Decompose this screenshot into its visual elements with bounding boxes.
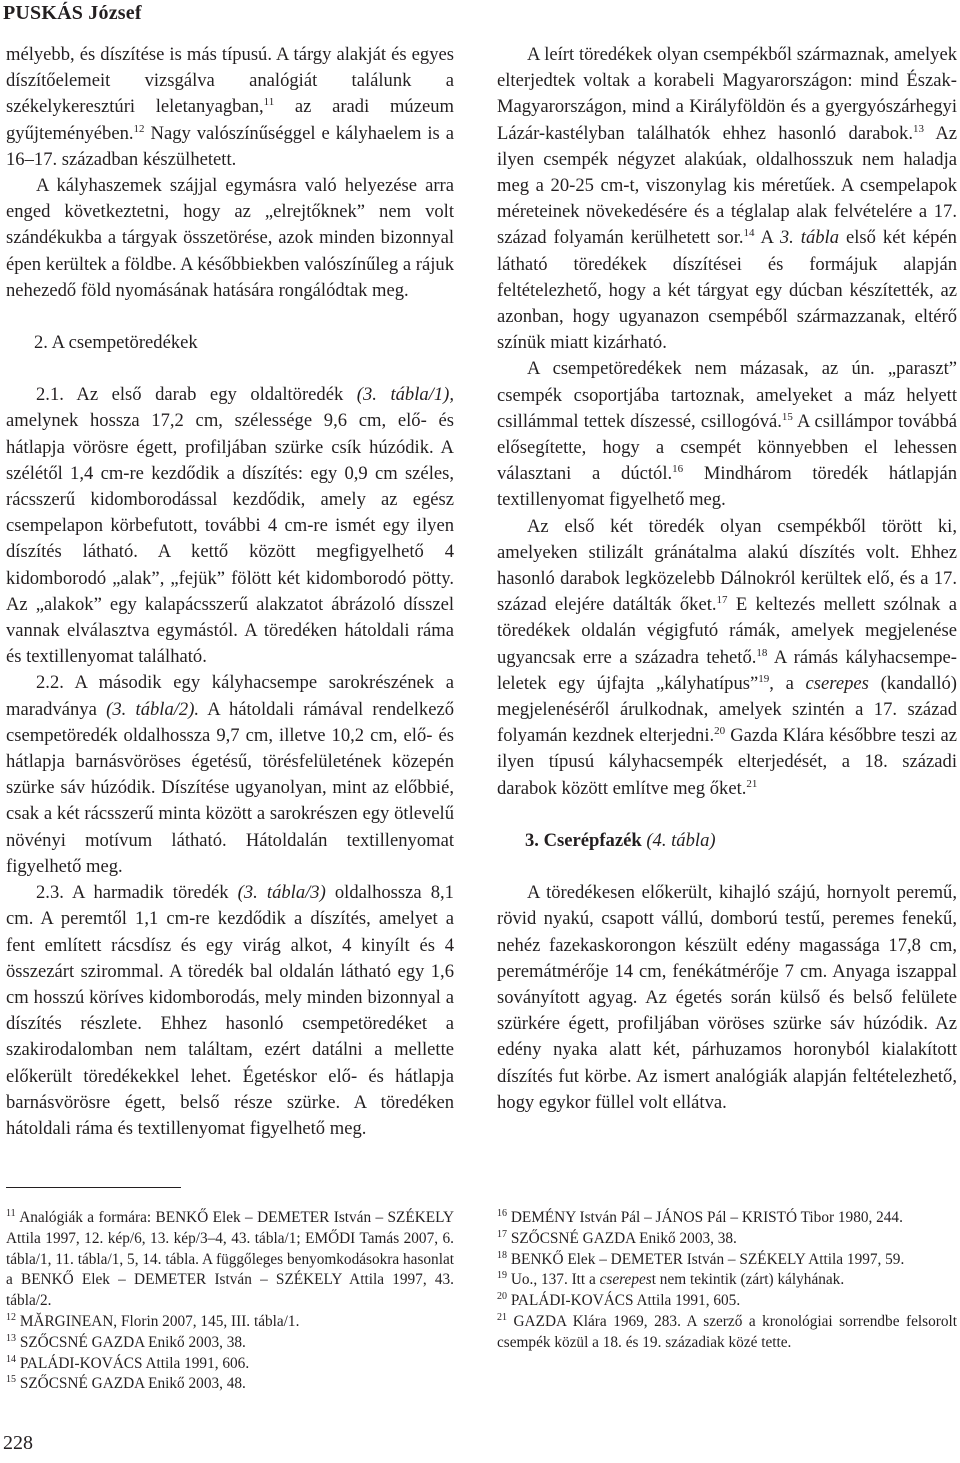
footnote: $^{11}$ Analógiák a formára: BENKŐ Elek – DEMETER István – SZÉKELY Attila 1997, 12. kép/6, 13. kép/3–4, 43. tábla/1; EMŐDI Tamás 2007, 6. tábla/1, 11. tábla/1, 5, 14. tábla. A függőleges benyomkodásokra hasonlat a BENKŐ Elek – DEMETER István – SZÉKELY Attila 1997, 43. tábla/2. [6, 1207, 454, 1310]
paragraph: A kályhaszemek szájjal egymásra való helyezése arra enged következtetni, hogy az „elrejtőknek” nem volt szándékukba a tárgyak összetörése, azok minden bizonnyal épen kerültek a földbe. A későbbiekben valószínűleg a rájuk nehezedő föld nyomásának hatására rongálódtak meg. [6, 175, 454, 301]
footnote: $^{21}$ GAZDA Klára 1969, 283. A szerző a kronológiai sorrendbe felsorolt csempék közül a 18. és 19. századiak közé tette. [497, 1311, 957, 1351]
right-column [497, 42, 957, 1116]
footnotes-right [497, 1208, 957, 1354]
author-name: PUSKÁS József [3, 2, 142, 24]
paragraph: A leírt töredékek olyan csempékből származnak, amelyek elterjedtek voltak a korabeli Magyarországon: mind Észak-Magyarországon, mind a Királyföldön és a gyergyószárhegyi Lázár-kastélyban találhatók ehhez hasonló darabok.$^{13}$ Az ilyen csempék négyzet alakúak, oldalhosszuk nem haladja meg a 20-25 cm-t, viszonylag kis méretűek. A csempelapok méreteinek növekedésére és a téglalap alak felvételére a 17. század folyamán kerülhetett sor.$^{14}$ A 3. tábla első két képén látható töredékek díszítései és formájuk alapján feltételezhető, hogy a két tárgyat egy dúcban készítették, az azonban, hogy ugyanazon csempéből származzanak, eltérő színük miatt kizárható. [497, 44, 957, 354]
paragraph: A töredékesen előkerült, kihajló szájú, hornyolt peremű, rövid nyakú, csapott vállú, domború testű, peremes fenekű, nehéz fazekaskorongon készült edény magassága 17,8 cm, peremátmérője 14 cm, fenékátmérője 7 cm. Anyaga iszappal soványított agyag. Az égetés során külső és belső felülete szürkére égett, profiljában vöröses szürke sáv húzódik. Az edény nyaka alatt két, párhuzamos horonyból kialakított díszítés fut körbe. Az ismert analógiák alapján feltételezhető, hogy egykor füllel volt ellátva. [497, 882, 957, 1113]
footnote: $^{17}$ SZŐCSNÉ GAZDA Enikő 2003, 38. [497, 1228, 737, 1247]
paragraph: 2.2. A második egy kályhacsempe sarokrészének a maradványa (3. tábla/2). A hátoldali rámával rendelkező csempetöredék oldalhossza 9,7 cm, illetve 10,2 cm, elő- és hátlapja barnásvöröses égetésű, törésfelületének közepén szürke sáv húzódik. Díszítése ugyanolyan, mint az előbbié, csak a két rácsszerű minta között a sarokrészen egy ötlevelű növényi motívum látható. Hátoldalán textillenyomat figyelhető meg. [6, 672, 454, 877]
paragraph: 2.1. Az első darab egy oldaltöredék (3. tábla/1), amelynek hossza 17,2 cm, szélessége 9,6 cm, elő- és hátlapja vörösre égett, profiljában szürke csík húzódik. A szélétől 1,4 cm-re kezdődik a díszítés: egy 0,9 cm széles, rácsszerű kidomborodással kezdődik, amely az egész csempelapon körbefutott, további 4 cm-re ismét egy ilyen díszítés látható. A kettő között megfigyelhető 4 kidomborodó „alak”, „fejük” fölött két kidomborodó pötty. Az „alakok” egy kalapácsszerű alakzatot ábrázoló dísszel vannak elválasztva egymástól. A töredéken hátoldali ráma és textillenyomat található. [6, 384, 454, 668]
footnote: $^{15}$ SZŐCSNÉ GAZDA Enikő 2003, 48. [6, 1374, 246, 1393]
footnote: $^{20}$ PALÁDI-KOVÁCS Attila 1991, 605. [497, 1291, 741, 1310]
paragraph: Az első két töredék olyan csempékből törött ki, amelyeken stilizált gránátalma alakú díszítés volt. Ehhez hasonló darabok legközelebb Dálnokról kerültek elő, és a 17. század elejére datálták őket.$^{17}$ E keltezés mellett szólnak a töredékek oldalán végigfutó rámák, amelyek megjelenése ugyancsak erre a századra tehető.$^{18}$ A rámás kályhacsempe-leletek egy újfajta „kályhatípus”$^{19}$, a cserepes (kandalló) megjelenéséről árulkodnak, amelyek szintén a 17. század folyamán kezdnek elterjedni.$^{20}$ Gazda Klára későbbre teszi az ilyen típusú kályhacsempék elterjedését, a 18. századi darabok között említve meg őket.$^{21}$ [497, 515, 957, 799]
footnote: $^{14}$ PALÁDI-KOVÁCS Attila 1991, 606. [6, 1353, 250, 1372]
paragraph: mélyebb, és díszítése is más típusú. A tárgy alakját és egyes díszítőelemeit vizsgálva analógiát találunk a székelykeresztúri leletanyagban,$^{11}$ az aradi múzeum gyűjteményében.$^{12}$ Nagy valószínűséggel e kályhaelem is a 16–17. században készülhetett. [6, 44, 454, 170]
section-heading: 3. Cserépfazék (4. tábla) [525, 829, 716, 851]
footnote: $^{19}$ Uo., 137. Itt a cserepest nem tekintik (zárt) kályhának. [497, 1270, 845, 1289]
section-heading: 2. A csempetöredékek [34, 332, 198, 354]
running-head [3, 2, 142, 25]
page-number: 228 [3, 1432, 33, 1454]
footnote: $^{18}$ BENKŐ Elek – DEMETER István – SZÉKELY Attila 1997, 59. [497, 1249, 905, 1268]
footnote: $^{12}$ MĂRGINEAN, Florin 2007, 145, III. tábla/1. [6, 1311, 300, 1330]
footnote: $^{13}$ SZŐCSNÉ GAZDA Enikő 2003, 38. [6, 1332, 246, 1351]
paragraph: A csempetöredékek nem mázasak, az ún. „paraszt” csempék csoportjába tartoznak, amelyeket a máz helyett csillámmal tettek díszessé, csillogóvá.$^{15}$ A csillámpor továbbá elősegítette, hogy a csempét könnyebben el lehessen választani a dúctól.$^{16}$ Mindhárom töredék hátlapján textillenyomat figyelhető meg. [497, 358, 958, 511]
paragraph: 2.3. A harmadik töredék (3. tábla/3) oldalhossza 8,1 cm. A peremtől 1,1 cm-re kezdődik a díszítés, amelyet a fent említett rácsdísz és egy virág alkot, 4 kinyílt és 4 összezárt szirommal. A töredék bal oldalán látható egy 1,6 cm hosszú köríves kidomborodás, mely minden bizonnyal a díszítés részlete. Ehhez hasonló csempetöredéket a szakirodalomban nem találtam, ezért datálni a mellette előkerült töredékekkel lehet. Égetéskor elő- és hátlapja barnásvörösre égett, belső része szürke. A töredéken hátoldali ráma és textillenyomat figyelhető meg. [6, 882, 454, 1139]
left-column [6, 42, 454, 1142]
footnote-rule [6, 1187, 181, 1188]
footnotes-left [6, 1208, 454, 1395]
footnote: $^{16}$ DEMÉNY István Pál – JÁNOS Pál – KRISTÓ Tibor 1980, 244. [497, 1207, 903, 1226]
